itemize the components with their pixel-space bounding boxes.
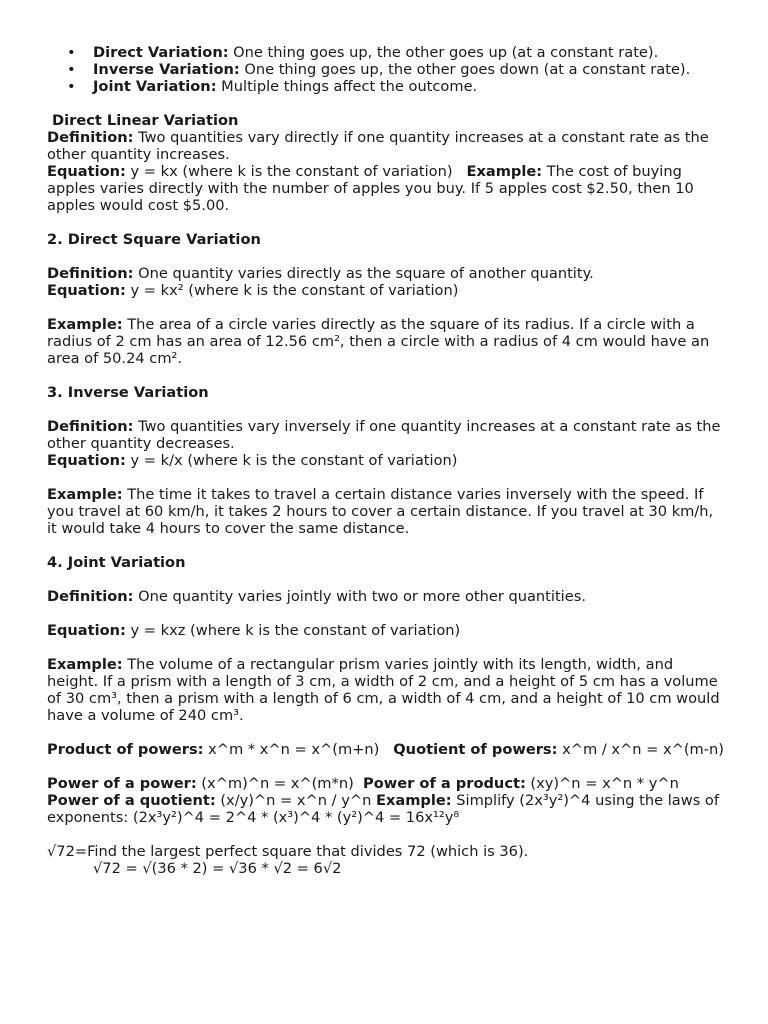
quotient-of-powers-text: x^m / x^n = x^(m-n): [557, 741, 724, 758]
square-root-line: √72=Find the largest perfect square that divides 72 (which is 36).: [47, 843, 529, 860]
example-square: [47, 316, 727, 367]
equation-label: Equation:: [47, 282, 126, 299]
exponent-power-rules: [47, 775, 727, 826]
power-of-power-text: (x^m)^n = x^(m*n): [196, 775, 364, 792]
product-of-powers-text: x^m * x^n = x^(m+n): [203, 741, 394, 758]
document-content: [47, 44, 727, 877]
equation-label: Equation:: [47, 163, 126, 180]
definition-text: One quantity varies directly as the square of another quantity.: [133, 265, 594, 282]
example-text: The area of a circle varies directly as the square of its radius. If a circle with a radius of 2 cm has an area of 12.56 cm², then a circle with a radius of 4 cm would have an area of 50.24 cm².: [47, 316, 710, 367]
bullet-icon: •: [67, 44, 76, 61]
equation-label: Equation:: [47, 622, 126, 639]
power-of-product-label: Power of a product:: [363, 775, 526, 792]
equation-text: y = kx (where k is the constant of variation): [125, 163, 467, 180]
section-heading-square: 2. Direct Square Variation: [47, 231, 261, 248]
power-of-quotient-text: (x/y)^n = x^n / y^n: [215, 792, 376, 809]
bullet-text: One thing goes up, the other goes down (at a constant rate).: [239, 61, 691, 78]
power-of-power-label: Power of a power:: [47, 775, 197, 792]
list-item: [47, 78, 727, 95]
bullet-text: One thing goes up, the other goes up (at a constant rate).: [228, 44, 659, 61]
list-item: [47, 61, 727, 78]
definition-label: Definition:: [47, 129, 134, 146]
product-of-powers-label: Product of powers:: [47, 741, 204, 758]
section-heading-inverse: 3. Inverse Variation: [47, 384, 209, 401]
definition-label: Definition:: [47, 265, 134, 282]
definition-label: Definition:: [47, 418, 134, 435]
bullet-term: Joint Variation:: [93, 78, 217, 95]
bullet-term: Inverse Variation:: [93, 61, 240, 78]
example-text: The time it takes to travel a certain distance varies inversely with the speed. If you travel at 60 km/h, it takes 2 hours to cover a certain distance. If you travel at 30 km/h, it would take 4 hours to cover the same distance.: [47, 486, 714, 537]
equation-text: y = k/x (where k is the constant of variation): [125, 452, 458, 469]
bullet-icon: •: [67, 78, 76, 95]
equation-example-linear: [47, 163, 727, 214]
example-joint: [47, 656, 727, 724]
example-text: The cost of buying apples varies directly with the number of apples you buy. If 5 apples cost $2.50, then 10 apples would cost $5.00.: [47, 163, 699, 214]
example-text: Simplify (2x³y²)^4 using the laws of exponents: (2x³y²)^4 = 2^4 * (x³)^4 * (y²)^4 = 16x¹²y⁸: [47, 792, 724, 826]
section-heading-linear: Direct Linear Variation: [52, 112, 239, 129]
equation-joint: [47, 622, 727, 639]
definition-linear: [47, 129, 727, 163]
definition-square: [47, 265, 727, 282]
example-text: The volume of a rectangular prism varies jointly with its length, width, and height. If a prism with a length of 3 cm, a width of 2 cm, and a height of 5 cm has a volume of 30 cm³, then a prism with a length of 6 cm, a width of 4 cm, and a height of 10 cm would have a volume of 240 cm³.: [47, 656, 720, 724]
example-label: Example:: [47, 656, 123, 673]
example-label: Example:: [47, 316, 123, 333]
variation-types-list: [47, 44, 727, 95]
definition-inverse: [47, 418, 727, 452]
definition-text: Two quantities vary directly if one quantity increases at a constant rate as the other quantity increases.: [47, 129, 709, 163]
definition-joint: [47, 588, 727, 605]
bullet-text: Multiple things affect the outcome.: [216, 78, 478, 95]
definition-text: Two quantities vary inversely if one quantity increases at a constant rate as the other quantity decreases.: [47, 418, 721, 452]
example-label: Example:: [47, 486, 123, 503]
equation-text: y = kxz (where k is the constant of variation): [125, 622, 461, 639]
definition-label: Definition:: [47, 588, 134, 605]
equation-text: y = kx² (where k is the constant of variation): [125, 282, 459, 299]
example-label: Example:: [466, 163, 543, 180]
power-of-quotient-label: Power of a quotient:: [47, 792, 216, 809]
quotient-of-powers-label: Quotient of powers:: [393, 741, 558, 758]
equation-label: Equation:: [47, 452, 126, 469]
example-label: Example:: [375, 792, 452, 809]
bullet-icon: •: [67, 61, 76, 78]
exponent-product-quotient: [47, 741, 727, 758]
section-heading-joint: 4. Joint Variation: [47, 554, 186, 571]
definition-text: One quantity varies jointly with two or more other quantities.: [133, 588, 586, 605]
equation-inverse: [47, 452, 727, 469]
power-of-product-text: (xy)^n = x^n * y^n: [525, 775, 679, 792]
list-item: [47, 44, 727, 61]
equation-square: [47, 282, 727, 299]
square-root-solution: √72 = √(36 * 2) = √36 * √2 = 6√2: [93, 860, 342, 877]
example-inverse: [47, 486, 727, 537]
bullet-term: Direct Variation:: [93, 44, 229, 61]
